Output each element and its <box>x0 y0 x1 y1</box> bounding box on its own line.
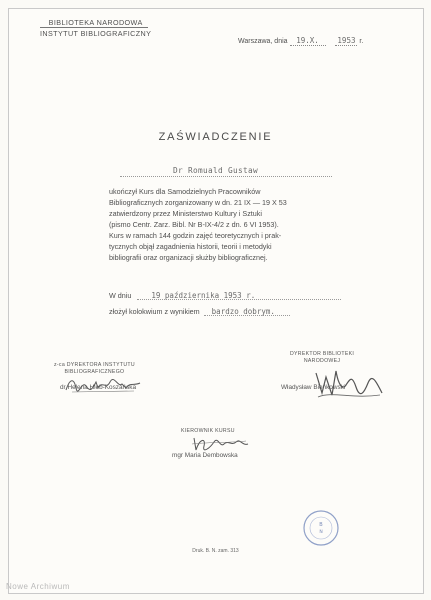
date-year: 1953 <box>337 36 356 45</box>
right-title-line-2: NARODOWEJ <box>303 358 341 364</box>
left-title-line-2: BIBLIOGRAFICZNEGO <box>64 369 125 375</box>
body-line: tycznych objął zagadnienia historii, teorii i metodyki <box>109 242 272 251</box>
date-line <box>238 36 363 46</box>
exam-result-row <box>109 307 290 316</box>
exam-result-value: bardzo dobrym. <box>204 307 290 316</box>
left-signatory-name: dr Helena Hleb-Koszańska <box>60 384 137 391</box>
body-line: bibliografii oraz organizacji służby bibliograficznej. <box>109 253 268 262</box>
date-year-suffix: r. <box>359 38 364 45</box>
center-signatory-name: mgr Maria Dembowska <box>172 452 238 459</box>
right-title-line-1: DYREKTOR BIBLIOTEKI <box>290 351 355 357</box>
body-line: ukończył Kurs dla Samodzielnych Pracowników <box>109 187 261 196</box>
recipient-underline <box>120 176 332 177</box>
svg-text:N: N <box>319 530 323 535</box>
center-handwritten-signature <box>190 434 250 454</box>
exam-date-label: W dniu <box>109 291 132 300</box>
date-day-month: 19.X. <box>290 36 326 46</box>
institution-line-1: BIBLIOTEKA NARODOWA <box>48 18 143 27</box>
print-note: Druk. B. N. zam. 313 <box>192 548 239 554</box>
left-title-line-1: z-ca DYREKTORA INSTYTUTU <box>54 362 135 368</box>
exam-result-label: złożył kolokwium z wynikiem <box>109 307 200 316</box>
header-divider <box>40 27 148 28</box>
exam-date-row <box>109 291 341 300</box>
date-prefix: Warszawa, dnia <box>238 38 288 45</box>
document-title: ZAŚWIADCZENIE <box>158 131 273 143</box>
body-line: (pismo Centr. Zarz. Bibl. Nr B-IX-4/2 z dn. 6 VI 1953). <box>109 220 279 229</box>
right-handwritten-signature <box>312 363 384 403</box>
certificate-page <box>8 8 424 594</box>
archive-watermark: Nowe Archiwum <box>6 582 70 591</box>
institution-line-2: INSTYTUT BIBLIOGRAFICZNY <box>40 29 152 38</box>
library-stamp <box>302 509 340 547</box>
body-line: Kurs w ramach 144 godzin zajęć teoretycznych i prak- <box>109 231 282 240</box>
right-signatory-name: Władysław Bieńkowski <box>281 384 346 391</box>
recipient-name: Dr Romuald Gustaw <box>173 166 258 175</box>
exam-date-value: 19 października 1953 r. <box>137 291 341 300</box>
center-signatory-title: KIEROWNIK KURSU <box>181 428 235 434</box>
svg-text:B: B <box>319 522 323 528</box>
body-line: Bibliograficznych zorganizowany w dn. 21 IX — 19 X 53 <box>109 198 287 207</box>
certificate-body <box>109 186 287 263</box>
body-line: zatwierdzony przez Ministerstwo Kultury i Sztuki <box>109 209 262 218</box>
institution-header <box>40 18 151 38</box>
